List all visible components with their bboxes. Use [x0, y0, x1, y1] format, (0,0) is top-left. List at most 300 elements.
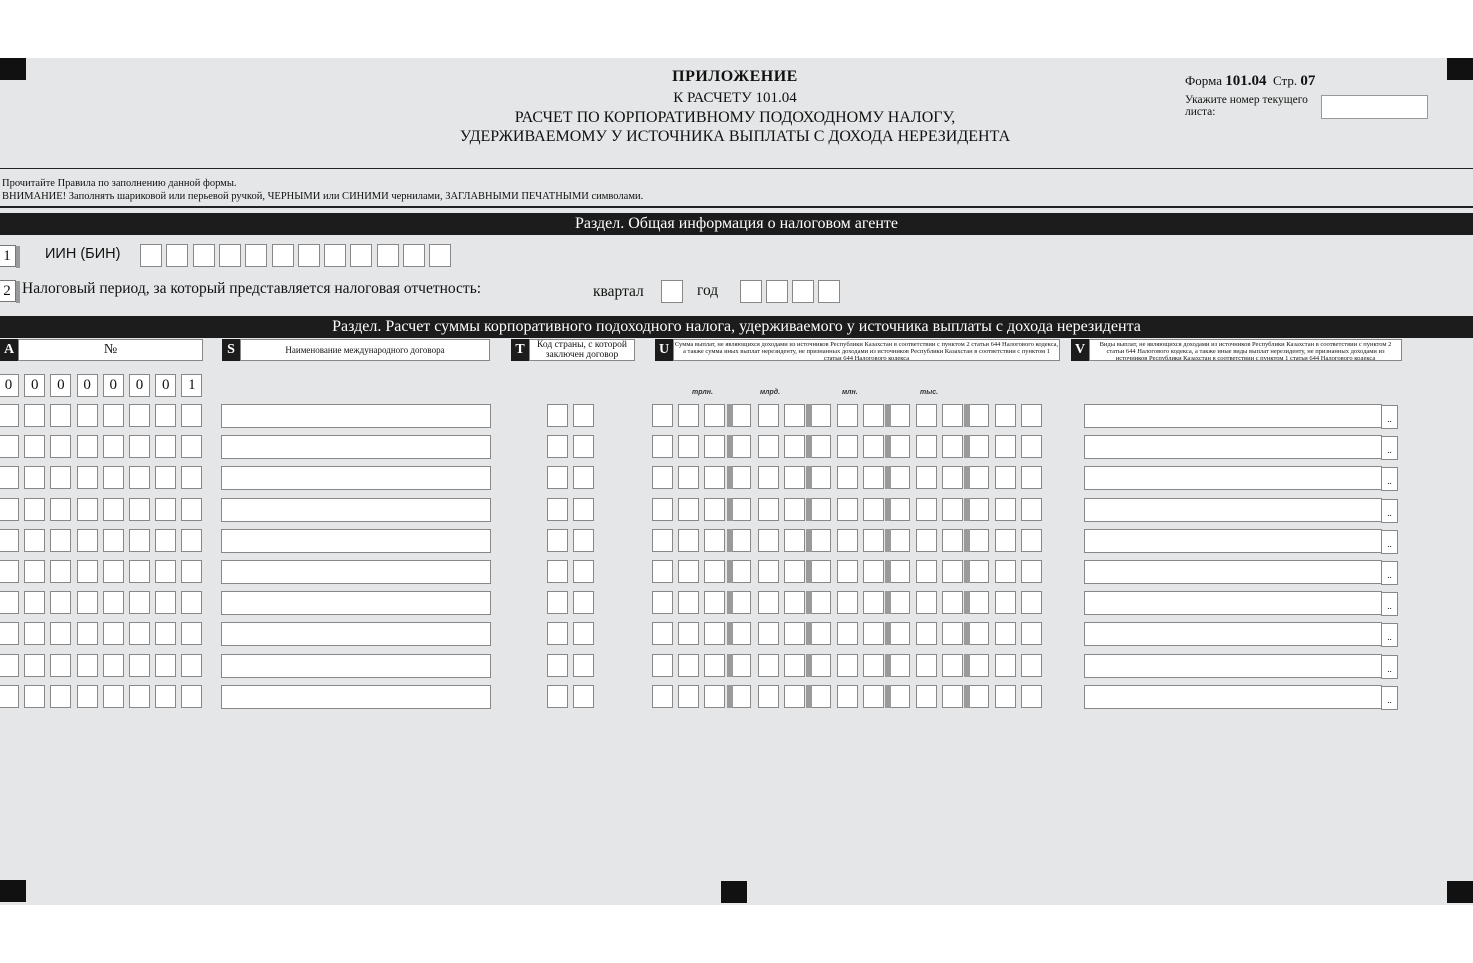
country-code-cell[interactable] — [573, 466, 594, 489]
amount-digit-cell[interactable] — [968, 685, 989, 708]
amount-digit-cell[interactable] — [968, 435, 989, 458]
amount-digit-cell[interactable] — [730, 685, 751, 708]
amount-digit-cell[interactable] — [863, 435, 884, 458]
amount-digit-cell[interactable] — [916, 591, 937, 614]
amount-digit-cell[interactable] — [810, 622, 831, 645]
amount-digit-cell[interactable] — [758, 498, 779, 521]
amount-digit-cell[interactable] — [758, 685, 779, 708]
amount-digit-cell[interactable] — [837, 591, 858, 614]
row-number-cell[interactable] — [77, 685, 98, 708]
country-code-cell[interactable] — [547, 466, 568, 489]
row-number-cell[interactable] — [50, 404, 71, 427]
amount-digit-cell[interactable] — [995, 654, 1016, 677]
amount-digit-cell[interactable] — [916, 498, 937, 521]
row-number-cell[interactable] — [50, 685, 71, 708]
row-number-cell[interactable] — [24, 435, 45, 458]
amount-digit-cell[interactable] — [730, 498, 751, 521]
amount-digit-cell[interactable] — [995, 529, 1016, 552]
amount-digit-cell[interactable] — [968, 591, 989, 614]
treaty-name-input[interactable] — [221, 654, 491, 678]
iin-bin-cell[interactable] — [272, 244, 294, 267]
iin-bin-cell[interactable] — [324, 244, 346, 267]
payment-type-input[interactable] — [1084, 404, 1382, 428]
amount-digit-cell[interactable] — [1021, 529, 1042, 552]
amount-digit-cell[interactable] — [704, 435, 725, 458]
row-number-cell[interactable] — [77, 560, 98, 583]
iin-bin-cell[interactable] — [140, 244, 162, 267]
amount-digit-cell[interactable] — [652, 404, 673, 427]
country-code-cell[interactable] — [547, 529, 568, 552]
row-number-cell[interactable] — [181, 654, 202, 677]
payment-type-input[interactable] — [1084, 591, 1382, 615]
row-number-cell[interactable] — [155, 498, 176, 521]
country-code-cell[interactable] — [547, 685, 568, 708]
row-number-cell[interactable] — [24, 685, 45, 708]
amount-digit-cell[interactable] — [863, 498, 884, 521]
amount-digit-cell[interactable] — [995, 404, 1016, 427]
amount-digit-cell[interactable] — [889, 498, 910, 521]
amount-digit-cell[interactable] — [942, 404, 963, 427]
amount-digit-cell[interactable] — [863, 529, 884, 552]
iin-bin-cell[interactable] — [193, 244, 215, 267]
row-number-cell[interactable] — [0, 654, 19, 677]
amount-digit-cell[interactable] — [730, 404, 751, 427]
row-number-cell[interactable] — [0, 498, 19, 521]
year-cell[interactable] — [792, 280, 814, 303]
amount-digit-cell[interactable] — [784, 591, 805, 614]
amount-digit-cell[interactable] — [863, 654, 884, 677]
amount-digit-cell[interactable] — [1021, 435, 1042, 458]
amount-digit-cell[interactable] — [784, 529, 805, 552]
amount-digit-cell[interactable] — [1021, 466, 1042, 489]
amount-digit-cell[interactable] — [730, 529, 751, 552]
payment-type-dropdown-button[interactable]: .. — [1381, 592, 1398, 616]
payment-type-input[interactable] — [1084, 466, 1382, 490]
amount-digit-cell[interactable] — [863, 404, 884, 427]
amount-digit-cell[interactable] — [652, 529, 673, 552]
tax-period-label: Налоговый период, за который представляется налоговая отчетность: — [22, 280, 482, 297]
row-number-cell[interactable] — [103, 529, 124, 552]
row-number-cell[interactable] — [155, 560, 176, 583]
amount-digit-cell[interactable] — [889, 435, 910, 458]
amount-digit-cell[interactable] — [758, 435, 779, 458]
amount-digit-cell[interactable] — [942, 560, 963, 583]
amount-digit-cell[interactable] — [837, 498, 858, 521]
amount-digit-cell[interactable] — [863, 685, 884, 708]
amount-digit-cell[interactable] — [704, 654, 725, 677]
amount-digit-cell[interactable] — [652, 654, 673, 677]
row-number-cell[interactable] — [24, 466, 45, 489]
amount-digit-cell[interactable] — [995, 685, 1016, 708]
country-code-cell[interactable] — [573, 560, 594, 583]
row-number-cell[interactable] — [129, 529, 150, 552]
amount-digit-cell[interactable] — [810, 529, 831, 552]
iin-bin-cell[interactable] — [377, 244, 399, 267]
amount-digit-cell[interactable] — [1021, 685, 1042, 708]
row-number-cell[interactable] — [181, 560, 202, 583]
row-number-cell[interactable] — [77, 466, 98, 489]
amount-digit-cell[interactable] — [863, 622, 884, 645]
amount-digit-cell[interactable] — [810, 591, 831, 614]
column-header-number: № — [18, 339, 203, 361]
amount-digit-cell[interactable] — [837, 404, 858, 427]
amount-digit-cell[interactable] — [916, 529, 937, 552]
row-number-cell[interactable] — [24, 591, 45, 614]
row-number-cell[interactable] — [0, 435, 19, 458]
payment-type-dropdown-button[interactable]: .. — [1381, 436, 1398, 460]
iin-bin-cell[interactable] — [403, 244, 425, 267]
amount-digit-cell[interactable] — [704, 466, 725, 489]
amount-digit-cell[interactable] — [758, 560, 779, 583]
row-number-cell[interactable] — [129, 560, 150, 583]
amount-digit-cell[interactable] — [942, 466, 963, 489]
treaty-name-input[interactable] — [221, 466, 491, 490]
amount-digit-cell[interactable] — [889, 404, 910, 427]
year-cell[interactable] — [766, 280, 788, 303]
row-number-cell[interactable] — [24, 622, 45, 645]
amount-digit-cell[interactable] — [784, 498, 805, 521]
row-number-cell[interactable] — [103, 466, 124, 489]
row-number-cell[interactable] — [24, 498, 45, 521]
row-number-cell[interactable] — [129, 466, 150, 489]
amount-digit-cell[interactable] — [1021, 591, 1042, 614]
payment-type-dropdown-button[interactable]: .. — [1381, 530, 1398, 554]
row-number-cell[interactable] — [103, 498, 124, 521]
country-code-cell[interactable] — [573, 498, 594, 521]
amount-digit-cell[interactable] — [784, 622, 805, 645]
amount-digit-cell[interactable] — [678, 685, 699, 708]
amount-digit-cell[interactable] — [678, 529, 699, 552]
row-number-cell[interactable] — [103, 435, 124, 458]
payment-type-input[interactable] — [1084, 654, 1382, 678]
payment-type-dropdown-button[interactable]: .. — [1381, 467, 1398, 491]
row-number-cell[interactable] — [0, 404, 19, 427]
amount-digit-cell[interactable] — [968, 498, 989, 521]
row-number-cell[interactable] — [155, 529, 176, 552]
row-number-cell[interactable] — [129, 685, 150, 708]
row-number-cell[interactable] — [24, 560, 45, 583]
row-number-cell[interactable] — [181, 622, 202, 645]
amount-digit-cell[interactable] — [916, 435, 937, 458]
amount-digit-cell[interactable] — [810, 560, 831, 583]
row-number-cell[interactable] — [103, 654, 124, 677]
payment-type-input[interactable] — [1084, 498, 1382, 522]
amount-digit-cell[interactable] — [889, 560, 910, 583]
row-number-cell[interactable] — [181, 685, 202, 708]
row-number-cell[interactable] — [77, 529, 98, 552]
row-number-cell[interactable] — [129, 404, 150, 427]
payment-type-dropdown-button[interactable]: .. — [1381, 499, 1398, 523]
country-code-cell[interactable] — [547, 622, 568, 645]
country-code-cell[interactable] — [573, 622, 594, 645]
amount-digit-cell[interactable] — [968, 404, 989, 427]
row-number-cell[interactable] — [24, 404, 45, 427]
row-number-cell[interactable] — [50, 591, 71, 614]
row-number-cell[interactable] — [24, 654, 45, 677]
amount-digit-cell[interactable] — [995, 591, 1016, 614]
row-number-cell[interactable] — [0, 466, 19, 489]
iin-bin-cell[interactable] — [350, 244, 372, 267]
amount-digit-cell[interactable] — [916, 622, 937, 645]
amount-digit-cell[interactable] — [916, 404, 937, 427]
row-number-cell[interactable] — [77, 622, 98, 645]
amount-digit-cell[interactable] — [810, 466, 831, 489]
amount-digit-cell[interactable] — [837, 654, 858, 677]
row-number-cell[interactable] — [103, 404, 124, 427]
amount-digit-cell[interactable] — [942, 529, 963, 552]
row-number-cell[interactable] — [103, 591, 124, 614]
amount-digit-cell[interactable] — [784, 404, 805, 427]
row-number-cell[interactable] — [50, 466, 71, 489]
row-number-cell[interactable] — [0, 622, 19, 645]
treaty-name-input[interactable] — [221, 529, 491, 553]
row-number-cell[interactable] — [24, 529, 45, 552]
payment-type-input[interactable] — [1084, 435, 1382, 459]
amount-digit-cell[interactable] — [916, 685, 937, 708]
row-number-cell[interactable] — [181, 435, 202, 458]
row-number-cell[interactable] — [129, 498, 150, 521]
amount-digit-cell[interactable] — [810, 654, 831, 677]
amount-digit-cell[interactable] — [968, 622, 989, 645]
iin-bin-cell[interactable] — [166, 244, 188, 267]
amount-digit-cell[interactable] — [704, 404, 725, 427]
amount-digit-cell[interactable] — [730, 560, 751, 583]
treaty-name-input[interactable] — [221, 560, 491, 584]
row-number-cell[interactable] — [103, 560, 124, 583]
iin-bin-cell[interactable] — [219, 244, 241, 267]
amount-digit-cell[interactable] — [730, 622, 751, 645]
row-number-cell[interactable] — [181, 466, 202, 489]
amount-digit-cell[interactable] — [1021, 622, 1042, 645]
amount-digit-cell[interactable] — [916, 560, 937, 583]
amount-digit-cell[interactable] — [863, 560, 884, 583]
treaty-name-input[interactable] — [221, 498, 491, 522]
row-number-cell[interactable] — [129, 591, 150, 614]
row-number-cell[interactable] — [103, 685, 124, 708]
row-number-cell[interactable] — [129, 654, 150, 677]
row-number-cell[interactable] — [181, 498, 202, 521]
row-number-cell[interactable] — [50, 654, 71, 677]
amount-digit-cell[interactable] — [995, 560, 1016, 583]
country-code-cell[interactable] — [573, 529, 594, 552]
amount-digit-cell[interactable] — [678, 498, 699, 521]
iin-bin-cell[interactable] — [298, 244, 320, 267]
payment-type-dropdown-button[interactable]: .. — [1381, 405, 1398, 429]
treaty-name-input[interactable] — [221, 622, 491, 646]
amount-digit-cell[interactable] — [863, 591, 884, 614]
amount-digit-cell[interactable] — [678, 466, 699, 489]
row-number-cell[interactable] — [77, 435, 98, 458]
amount-digit-cell[interactable] — [837, 560, 858, 583]
amount-digit-cell[interactable] — [942, 685, 963, 708]
treaty-name-input[interactable] — [221, 591, 491, 615]
amount-digit-cell[interactable] — [704, 685, 725, 708]
row-number-cell[interactable] — [155, 435, 176, 458]
country-code-cell[interactable] — [573, 435, 594, 458]
amount-digit-cell[interactable] — [968, 529, 989, 552]
treaty-name-input[interactable] — [221, 685, 491, 709]
amount-digit-cell[interactable] — [889, 654, 910, 677]
row-number-cell[interactable] — [77, 654, 98, 677]
amount-digit-cell[interactable] — [678, 591, 699, 614]
amount-digit-cell[interactable] — [652, 622, 673, 645]
amount-digit-cell[interactable] — [889, 466, 910, 489]
amount-digit-cell[interactable] — [784, 466, 805, 489]
amount-digit-cell[interactable] — [652, 560, 673, 583]
amount-digit-cell[interactable] — [863, 466, 884, 489]
amount-digit-cell[interactable] — [652, 498, 673, 521]
country-code-cell[interactable] — [547, 404, 568, 427]
amount-digit-cell[interactable] — [942, 435, 963, 458]
amount-digit-cell[interactable] — [837, 685, 858, 708]
amount-digit-cell[interactable] — [784, 654, 805, 677]
amount-digit-cell[interactable] — [995, 466, 1016, 489]
amount-digit-cell[interactable] — [1021, 654, 1042, 677]
amount-digit-cell[interactable] — [810, 685, 831, 708]
country-code-cell[interactable] — [573, 404, 594, 427]
country-code-cell[interactable] — [573, 685, 594, 708]
country-code-cell[interactable] — [547, 560, 568, 583]
row-number-cell[interactable] — [155, 622, 176, 645]
country-code-cell[interactable] — [573, 654, 594, 677]
row-number-cell[interactable] — [50, 498, 71, 521]
treaty-name-input[interactable] — [221, 435, 491, 459]
amount-digit-cell[interactable] — [916, 654, 937, 677]
country-code-cell[interactable] — [573, 591, 594, 614]
amount-digit-cell[interactable] — [678, 404, 699, 427]
amount-digit-cell[interactable] — [758, 591, 779, 614]
treaty-name-input[interactable] — [221, 404, 491, 428]
amount-digit-cell[interactable] — [758, 466, 779, 489]
row-number-cell[interactable] — [50, 622, 71, 645]
amount-digit-cell[interactable] — [968, 560, 989, 583]
amount-digit-cell[interactable] — [704, 498, 725, 521]
payment-type-input[interactable] — [1084, 622, 1382, 646]
amount-digit-cell[interactable] — [652, 435, 673, 458]
row-number-cell[interactable] — [0, 591, 19, 614]
amount-digit-cell[interactable] — [995, 622, 1016, 645]
amount-digit-cell[interactable] — [995, 498, 1016, 521]
row-number-cell[interactable] — [77, 591, 98, 614]
payment-type-dropdown-button[interactable]: .. — [1381, 623, 1398, 647]
amount-digit-cell[interactable] — [810, 404, 831, 427]
amount-digit-cell[interactable] — [942, 591, 963, 614]
row-number-cell[interactable] — [0, 560, 19, 583]
amount-digit-cell[interactable] — [1021, 498, 1042, 521]
year-cell[interactable] — [740, 280, 762, 303]
row-number-cell[interactable] — [77, 498, 98, 521]
row-number-cell[interactable] — [181, 404, 202, 427]
amount-digit-cell[interactable] — [704, 622, 725, 645]
amount-digit-cell[interactable] — [784, 435, 805, 458]
payment-type-input[interactable] — [1084, 560, 1382, 584]
iin-bin-cell[interactable] — [429, 244, 451, 267]
payment-type-input[interactable] — [1084, 529, 1382, 553]
amount-digit-cell[interactable] — [1021, 560, 1042, 583]
country-code-cell[interactable] — [547, 654, 568, 677]
amount-digit-cell[interactable] — [942, 498, 963, 521]
amount-digit-cell[interactable] — [810, 435, 831, 458]
amount-digit-cell[interactable] — [704, 591, 725, 614]
row-number-cell[interactable] — [50, 435, 71, 458]
amount-digit-cell[interactable] — [678, 435, 699, 458]
row-number-cell[interactable] — [50, 560, 71, 583]
amount-digit-cell[interactable] — [730, 654, 751, 677]
amount-digit-cell[interactable] — [704, 529, 725, 552]
payment-type-input[interactable] — [1084, 685, 1382, 709]
amount-digit-cell[interactable] — [704, 560, 725, 583]
amount-digit-cell[interactable] — [837, 435, 858, 458]
amount-digit-cell[interactable] — [968, 466, 989, 489]
amount-digit-cell[interactable] — [730, 435, 751, 458]
amount-digit-cell[interactable] — [889, 591, 910, 614]
amount-digit-cell[interactable] — [889, 685, 910, 708]
amount-digit-cell[interactable] — [758, 622, 779, 645]
row-number-cell[interactable] — [50, 529, 71, 552]
payment-type-dropdown-button[interactable]: .. — [1381, 686, 1398, 710]
amount-digit-cell[interactable] — [1021, 404, 1042, 427]
row-number-cell[interactable] — [155, 685, 176, 708]
amount-digit-cell[interactable] — [784, 685, 805, 708]
amount-digit-cell[interactable] — [758, 654, 779, 677]
amount-digit-cell[interactable] — [810, 498, 831, 521]
row-number-cell[interactable] — [129, 435, 150, 458]
amount-digit-cell[interactable] — [784, 560, 805, 583]
amount-digit-cell[interactable] — [968, 654, 989, 677]
amount-digit-cell[interactable] — [652, 466, 673, 489]
amount-digit-cell[interactable] — [678, 560, 699, 583]
country-code-cell[interactable] — [547, 435, 568, 458]
amount-digit-cell[interactable] — [758, 529, 779, 552]
amount-digit-cell[interactable] — [837, 529, 858, 552]
year-cell[interactable] — [818, 280, 840, 303]
row-number-cell[interactable] — [0, 529, 19, 552]
row-number-cell[interactable] — [129, 622, 150, 645]
amount-digit-cell[interactable] — [995, 435, 1016, 458]
amount-digit-cell[interactable] — [678, 654, 699, 677]
row-number-cell[interactable] — [155, 404, 176, 427]
amount-digit-cell[interactable] — [889, 622, 910, 645]
amount-digit-cell[interactable] — [837, 466, 858, 489]
row-number-cell[interactable] — [155, 654, 176, 677]
amount-digit-cell[interactable] — [889, 529, 910, 552]
amount-digit-cell[interactable] — [837, 622, 858, 645]
country-code-cell[interactable] — [547, 498, 568, 521]
current-sheet-input[interactable] — [1321, 95, 1428, 119]
amount-digit-cell[interactable] — [916, 466, 937, 489]
amount-digit-cell[interactable] — [652, 685, 673, 708]
row-number-cell[interactable] — [155, 466, 176, 489]
amount-digit-cell[interactable] — [942, 622, 963, 645]
row-number-cell[interactable] — [181, 591, 202, 614]
iin-bin-cell[interactable] — [245, 244, 267, 267]
amount-digit-cell[interactable] — [730, 591, 751, 614]
amount-digit-cell[interactable] — [730, 466, 751, 489]
row-number-cell[interactable] — [155, 591, 176, 614]
payment-type-dropdown-button[interactable]: .. — [1381, 655, 1398, 679]
country-code-cell[interactable] — [547, 591, 568, 614]
row-number-cell[interactable] — [77, 404, 98, 427]
amount-digit-cell[interactable] — [678, 622, 699, 645]
amount-digit-cell[interactable] — [652, 591, 673, 614]
row-number-cell[interactable] — [103, 622, 124, 645]
payment-type-dropdown-button[interactable]: .. — [1381, 561, 1398, 585]
quarter-input[interactable] — [661, 280, 683, 303]
amount-digit-cell[interactable] — [758, 404, 779, 427]
row-number-cell[interactable] — [0, 685, 19, 708]
amount-digit-cell[interactable] — [942, 654, 963, 677]
row-number-cell[interactable] — [181, 529, 202, 552]
